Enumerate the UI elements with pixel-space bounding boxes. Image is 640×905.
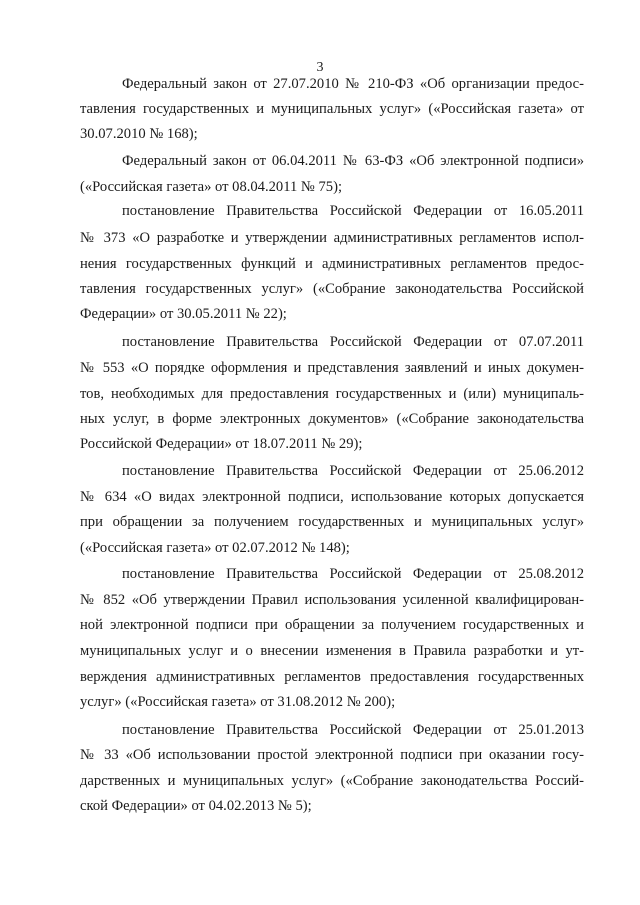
text-line: дарственных и муниципальных услуг» («Собрание законодательства Россий- <box>80 773 584 789</box>
text-line: верждения административных регламентов предоставления государственных <box>80 669 584 685</box>
text-line: ных услуг, в форме электронных документов» («Собрание законодательства <box>80 411 584 427</box>
text-line: постановление Правительства Российской Федерации от 07.07.2011 <box>122 334 584 350</box>
text-line: ской Федерации» от 04.02.2013 № 5); <box>80 798 312 814</box>
text-line: («Российская газета» от 02.07.2012 № 148); <box>80 540 350 556</box>
text-line: услуг» («Российская газета» от 31.08.2012 № 200); <box>80 694 396 710</box>
text-line: Федерации» от 30.05.2011 № 22); <box>80 306 287 322</box>
text-line: Федеральный закон от 27.07.2010 № 210-ФЗ «Об организации предос- <box>122 76 584 92</box>
text-line: Российской Федерации» от 18.07.2011 № 29); <box>80 436 363 452</box>
text-line: постановление Правительства Российской Федерации от 16.05.2011 <box>122 203 584 219</box>
text-line: нения государственных функций и административных регламентов предос- <box>80 256 584 272</box>
text-line: постановление Правительства Российской Федерации от 25.01.2013 <box>122 722 584 738</box>
text-line: 30.07.2010 № 168); <box>80 126 198 142</box>
text-line: № 553 «О порядке оформления и представления заявлений и иных докумен- <box>80 360 584 376</box>
text-line: № 634 «О видах электронной подписи, использование которых допускается <box>80 489 584 505</box>
text-line: тов, необходимых для предоставления государственных и (или) муниципаль- <box>80 386 584 402</box>
text-line: Федеральный закон от 06.04.2011 № 63-ФЗ «Об электронной подписи» <box>122 153 584 169</box>
text-line: тавления государственных услуг» («Собрание законодательства Российской <box>80 281 584 297</box>
text-line: тавления государственных и муниципальных услуг» («Российская газета» от <box>80 101 584 117</box>
text-line: («Российская газета» от 08.04.2011 № 75); <box>80 179 343 195</box>
text-line: при обращении за получением государственных и муниципальных услуг» <box>80 514 584 530</box>
text-line: постановление Правительства Российской Федерации от 25.06.2012 <box>122 463 584 479</box>
page-number: 3 <box>316 60 324 75</box>
text-line: муниципальных услуг и о внесении изменения в Правила разработки и ут- <box>80 643 584 659</box>
text-line: постановление Правительства Российской Федерации от 25.08.2012 <box>122 566 584 582</box>
text-line: ной электронной подписи при обращении за получением государственных и <box>80 617 584 633</box>
text-line: № 33 «Об использовании простой электронной подписи при оказании госу- <box>80 747 584 763</box>
text-line: № 852 «Об утверждении Правил использования усиленной квалифицирован- <box>80 592 584 608</box>
text-line: № 373 «О разработке и утверждении административных регламентов испол- <box>80 230 584 246</box>
